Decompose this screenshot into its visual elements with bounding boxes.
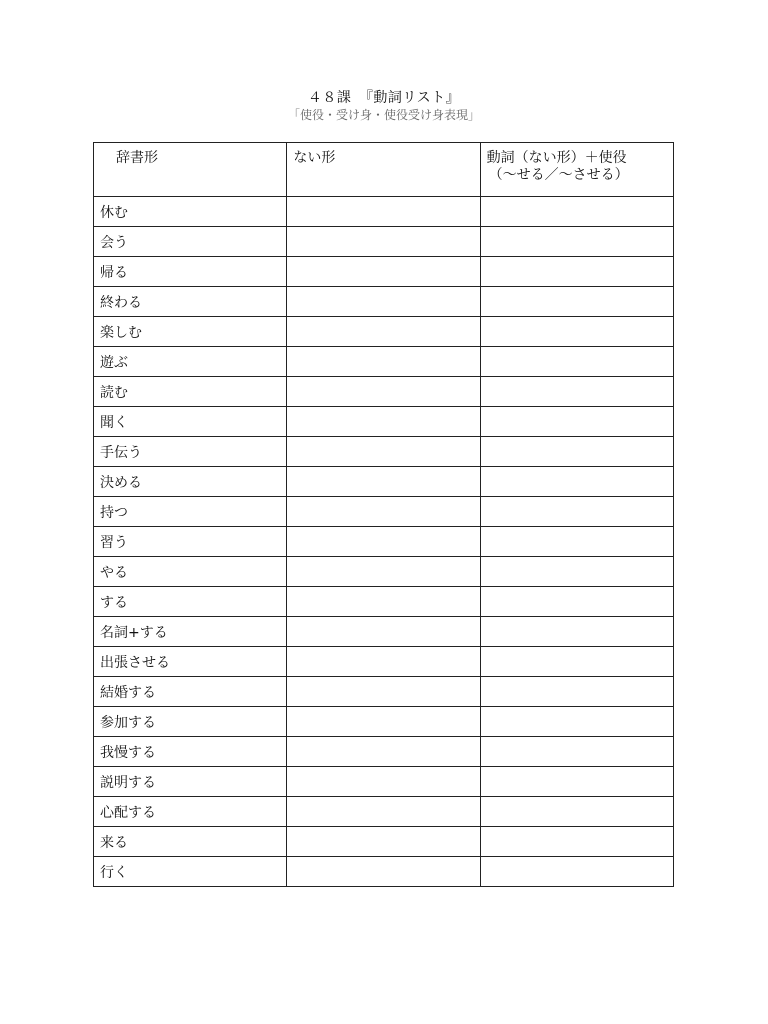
nai-form-answer-cell[interactable]: [287, 677, 480, 707]
causative-answer-cell[interactable]: [480, 347, 673, 377]
causative-answer-cell[interactable]: [480, 647, 673, 677]
dictionary-form-cell: 名詞+する: [94, 617, 287, 647]
table-row: [94, 497, 674, 527]
dictionary-form-cell: 出張させる: [94, 647, 287, 677]
table-row: [94, 257, 674, 287]
dictionary-form-cell: 参加する: [94, 707, 287, 737]
nai-form-answer-cell[interactable]: [287, 767, 480, 797]
dictionary-form-cell: 会う: [94, 227, 287, 257]
table-row: [94, 797, 674, 827]
causative-answer-cell[interactable]: [480, 707, 673, 737]
column-header-causative-line2: （～せる／～させる）: [488, 167, 629, 183]
table-row: [94, 407, 674, 437]
dictionary-form-cell: 来る: [94, 827, 287, 857]
nai-form-answer-cell[interactable]: [287, 617, 480, 647]
nai-form-answer-cell[interactable]: [287, 377, 480, 407]
dictionary-form-cell: 心配する: [94, 797, 287, 827]
dictionary-form-cell: 読む: [94, 377, 287, 407]
nai-form-answer-cell[interactable]: [287, 467, 480, 497]
causative-answer-cell[interactable]: [480, 407, 673, 437]
causative-answer-cell[interactable]: [480, 257, 673, 287]
column-header-nai-form: ない形: [287, 143, 480, 197]
table-row: [94, 227, 674, 257]
dictionary-form-cell: 決める: [94, 467, 287, 497]
causative-answer-cell[interactable]: [480, 227, 673, 257]
causative-answer-cell[interactable]: [480, 857, 673, 887]
nai-form-answer-cell[interactable]: [287, 707, 480, 737]
table-row: [94, 857, 674, 887]
causative-answer-cell[interactable]: [480, 527, 673, 557]
table-row: [94, 527, 674, 557]
causative-answer-cell[interactable]: [480, 737, 673, 767]
nai-form-answer-cell[interactable]: [287, 317, 480, 347]
dictionary-form-cell: 楽しむ: [94, 317, 287, 347]
table-row: [94, 437, 674, 467]
causative-answer-cell[interactable]: [480, 317, 673, 347]
table-row: [94, 677, 674, 707]
nai-form-answer-cell[interactable]: [287, 227, 480, 257]
causative-answer-cell[interactable]: [480, 377, 673, 407]
table-row: [94, 707, 674, 737]
table-row: [94, 827, 674, 857]
table-row: [94, 287, 674, 317]
column-header-causative: [480, 143, 673, 197]
table-row: [94, 197, 674, 227]
column-header-dictionary-form: 辞書形: [94, 143, 287, 197]
nai-form-answer-cell[interactable]: [287, 647, 480, 677]
table-row: [94, 647, 674, 677]
dictionary-form-cell: やる: [94, 557, 287, 587]
nai-form-answer-cell[interactable]: [287, 587, 480, 617]
causative-answer-cell[interactable]: [480, 287, 673, 317]
causative-answer-cell[interactable]: [480, 197, 673, 227]
table-header-row: [94, 143, 674, 197]
causative-answer-cell[interactable]: [480, 617, 673, 647]
causative-answer-cell[interactable]: [480, 827, 673, 857]
verb-table: [93, 142, 674, 887]
table-body: [94, 197, 674, 887]
table-row: [94, 347, 674, 377]
nai-form-answer-cell[interactable]: [287, 827, 480, 857]
nai-form-answer-cell[interactable]: [287, 197, 480, 227]
causative-answer-cell[interactable]: [480, 587, 673, 617]
dictionary-form-cell: 聞く: [94, 407, 287, 437]
nai-form-answer-cell[interactable]: [287, 407, 480, 437]
nai-form-answer-cell[interactable]: [287, 737, 480, 767]
nai-form-answer-cell[interactable]: [287, 557, 480, 587]
dictionary-form-cell: 休む: [94, 197, 287, 227]
nai-form-answer-cell[interactable]: [287, 497, 480, 527]
dictionary-form-cell: 終わる: [94, 287, 287, 317]
nai-form-answer-cell[interactable]: [287, 347, 480, 377]
dictionary-form-cell: 我慢する: [94, 737, 287, 767]
causative-answer-cell[interactable]: [480, 797, 673, 827]
dictionary-form-cell: 手伝う: [94, 437, 287, 467]
dictionary-form-cell: 習う: [94, 527, 287, 557]
dictionary-form-cell: 説明する: [94, 767, 287, 797]
table-row: [94, 377, 674, 407]
nai-form-answer-cell[interactable]: [287, 437, 480, 467]
dictionary-form-cell: 持つ: [94, 497, 287, 527]
table-row: [94, 737, 674, 767]
causative-answer-cell[interactable]: [480, 467, 673, 497]
nai-form-answer-cell[interactable]: [287, 527, 480, 557]
causative-answer-cell[interactable]: [480, 437, 673, 467]
dictionary-form-cell: 遊ぶ: [94, 347, 287, 377]
page-subtitle: 「使役・受け身・使役受け身表現」: [287, 108, 480, 122]
table-row: [94, 587, 674, 617]
dictionary-form-cell: する: [94, 587, 287, 617]
column-header-causative-line1: 動詞（ない形）＋使役: [486, 150, 627, 166]
dictionary-form-cell: 帰る: [94, 257, 287, 287]
causative-answer-cell[interactable]: [480, 677, 673, 707]
nai-form-answer-cell[interactable]: [287, 257, 480, 287]
table-row: [94, 617, 674, 647]
nai-form-answer-cell[interactable]: [287, 857, 480, 887]
nai-form-answer-cell[interactable]: [287, 797, 480, 827]
table-row: [94, 467, 674, 497]
table-row: [94, 317, 674, 347]
causative-answer-cell[interactable]: [480, 557, 673, 587]
dictionary-form-cell: 結婚する: [94, 677, 287, 707]
dictionary-form-cell: 行く: [94, 857, 287, 887]
causative-answer-cell[interactable]: [480, 497, 673, 527]
causative-answer-cell[interactable]: [480, 767, 673, 797]
table-row: [94, 557, 674, 587]
page-title: ４８課 『動詞リスト』: [307, 90, 461, 106]
nai-form-answer-cell[interactable]: [287, 287, 480, 317]
table-row: [94, 767, 674, 797]
